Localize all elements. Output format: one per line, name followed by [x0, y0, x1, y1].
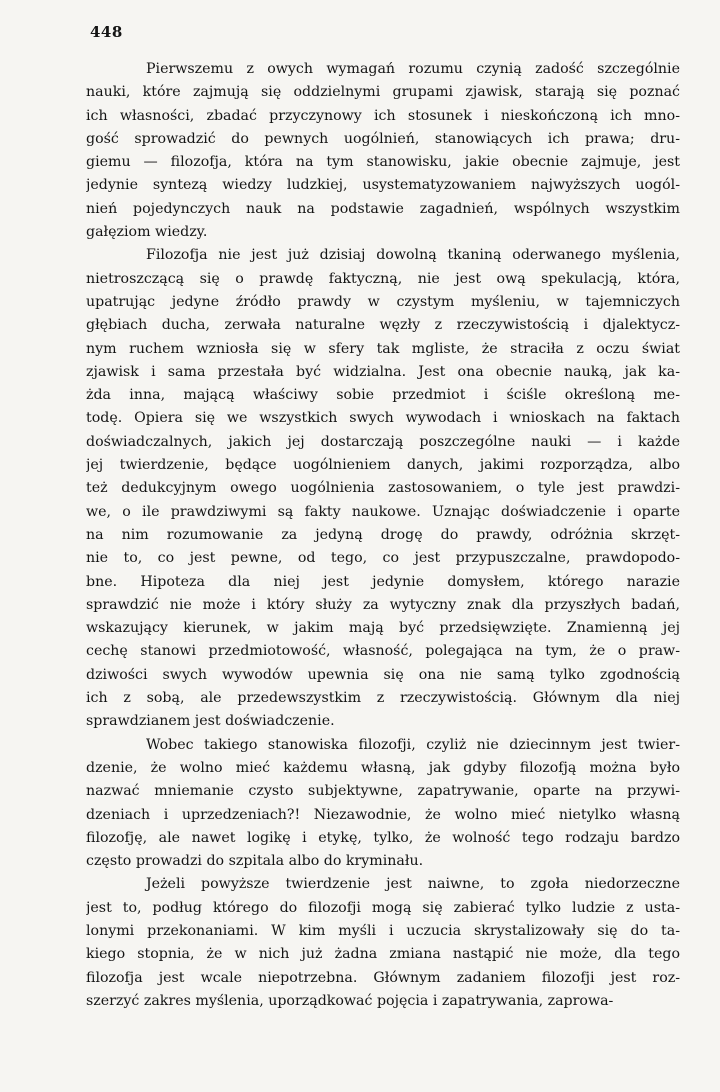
text-line: wskazujący kierunek, w jakim mają być przedsięwzięte. Znamienną jej: [86, 620, 680, 637]
text-line: Pierwszemu z owych wymagań rozumu czynią zadość szczególnie: [146, 61, 680, 77]
paragraph: [86, 244, 680, 733]
text-line: filozofja jest wcale niepotrzebna. Głównym zadaniem filozofji jest roz-: [86, 969, 680, 986]
text-line: nauki, które zajmują się oddzielnymi grupami zjawisk, starają się poznać: [86, 84, 680, 101]
text-line: lonymi przekonaniami. W kim myśli i uczucia skrystalizowały się do ta-: [86, 922, 680, 939]
text-line: Wobec takiego stanowiska filozofji, czyliż nie dziecinnym jest twier-: [146, 736, 680, 753]
text-line: sprawdzić nie może i który służy za wytyczny znak dla przyszłych badań,: [86, 596, 680, 613]
text-line: Jeżeli powyższe twierdzenie jest naiwne, to zgoła niedorzeczne: [146, 876, 680, 893]
text-line: todę. Opiera się we wszystkich swych wywodach i wnioskach na faktach: [86, 410, 680, 427]
text-line: jest to, podług którego do filozofji mogą się zabierać tylko ludzie z usta-: [86, 899, 680, 916]
text-line: bne. Hipoteza dla niej jest jedynie domysłem, którego narazie: [86, 573, 680, 590]
text-line: Filozofja nie jest już dzisiaj dowolną tkaniną oderwanego myślenia,: [146, 247, 680, 264]
text-line: dziwości swych wywodów upewnia się ona nie samą tylko zgodnością: [86, 666, 680, 683]
text-line: gałęziom wiedzy.: [86, 224, 208, 241]
text-line: sprawdzianem jest doświadczenie.: [86, 713, 335, 730]
text-line: filozofję, ale nawet logikę i etykę, tylko, że wolność tego rodzaju bardzo: [86, 829, 680, 846]
text-line: dzenie, że wolno mieć każdemu własną, jak gdyby filozofją można było: [86, 759, 680, 776]
text-line: zjawisk i sama przestała być widzialna. Jest ona obecnie nauką, jak ka-: [86, 363, 680, 380]
text-line: dzeniach i uprzedzeniach?! Niezawodnie, że wolno mieć nietylko własną: [86, 806, 680, 823]
text-line: upatrując jedyne źródło prawdy w czystym myśleniu, w tajemniczych: [86, 293, 680, 310]
text-line: szerzyć zakres myślenia, uporządkować pojęcia i zapatrywania, zaprowa-: [86, 992, 614, 1009]
text-line: nie to, co jest pewne, od tego, co jest przypuszczalne, prawdopodo-: [86, 550, 680, 567]
text-line: nietroszczącą się o prawdę faktyczną, nie jest ową spekulacją, która,: [86, 270, 680, 287]
text-line: jedynie syntezą wiedzy ludzkiej, usystematyzowaniem najwyższych uogól-: [86, 177, 680, 194]
text-line: żda inna, mającą właściwy sobie przedmiot i ściśle określoną me-: [86, 387, 680, 404]
text-line: głębiach ducha, zerwała naturalne węzły z rzeczywistością i djalektycz-: [86, 317, 680, 334]
text-line: nazwać mniemanie czysto subjektywne, zapatrywanie, oparte na przywi-: [86, 783, 680, 800]
body-text: [86, 58, 680, 1013]
paragraph: [86, 58, 680, 244]
text-line: na nim rozumowanie za jedyną drogę do prawdy, odróżnia skrzęt-: [86, 526, 680, 543]
text-line: jej twierdzenie, będące uogólnieniem danych, jakimi rozporządza, albo: [86, 457, 680, 474]
text-line: nień pojedynczych nauk na podstawie zagadnień, wspólnych wszystkim: [86, 200, 680, 217]
text-line: też dedukcyjnym owego uogólnienia zastosowaniem, o tyle jest prawdzi-: [86, 480, 680, 497]
text-line: ich własności, zbadać przyczynowy ich stosunek i nieskończoną ich mno-: [86, 107, 680, 124]
paragraph: [86, 734, 680, 874]
page-number: 448: [90, 23, 123, 41]
text-line: kiego stopnia, że w nich już żadna zmiana nastąpić nie może, dla tego: [86, 946, 680, 963]
text-line: nym ruchem wzniosła się w sfery tak mgliste, że straciła z oczu świat: [86, 340, 680, 357]
text-line: cechę stanowi przedmiotowość, własność, polegająca na tym, że o praw-: [86, 643, 680, 660]
text-line: często prowadzi do szpitala albo do kryminału.: [86, 853, 424, 870]
text-line: we, o ile prawdziwymi są fakty naukowe. Uznając doświadczenie i oparte: [86, 503, 680, 520]
text-line: ich z sobą, ale przedewszystkim z rzeczywistością. Głównym dla niej: [86, 690, 680, 707]
text-line: giemu — filozofja, która na tym stanowisku, jakie obecnie zajmuje, jest: [86, 154, 680, 171]
text-line: gość sprowadzić do pewnych uogólnień, stanowiących ich prawa; dru-: [86, 130, 680, 147]
paragraph: [86, 873, 680, 1013]
text-line: doświadczalnych, jakich jej dostarczają poszczególne nauki — i każde: [86, 433, 680, 450]
